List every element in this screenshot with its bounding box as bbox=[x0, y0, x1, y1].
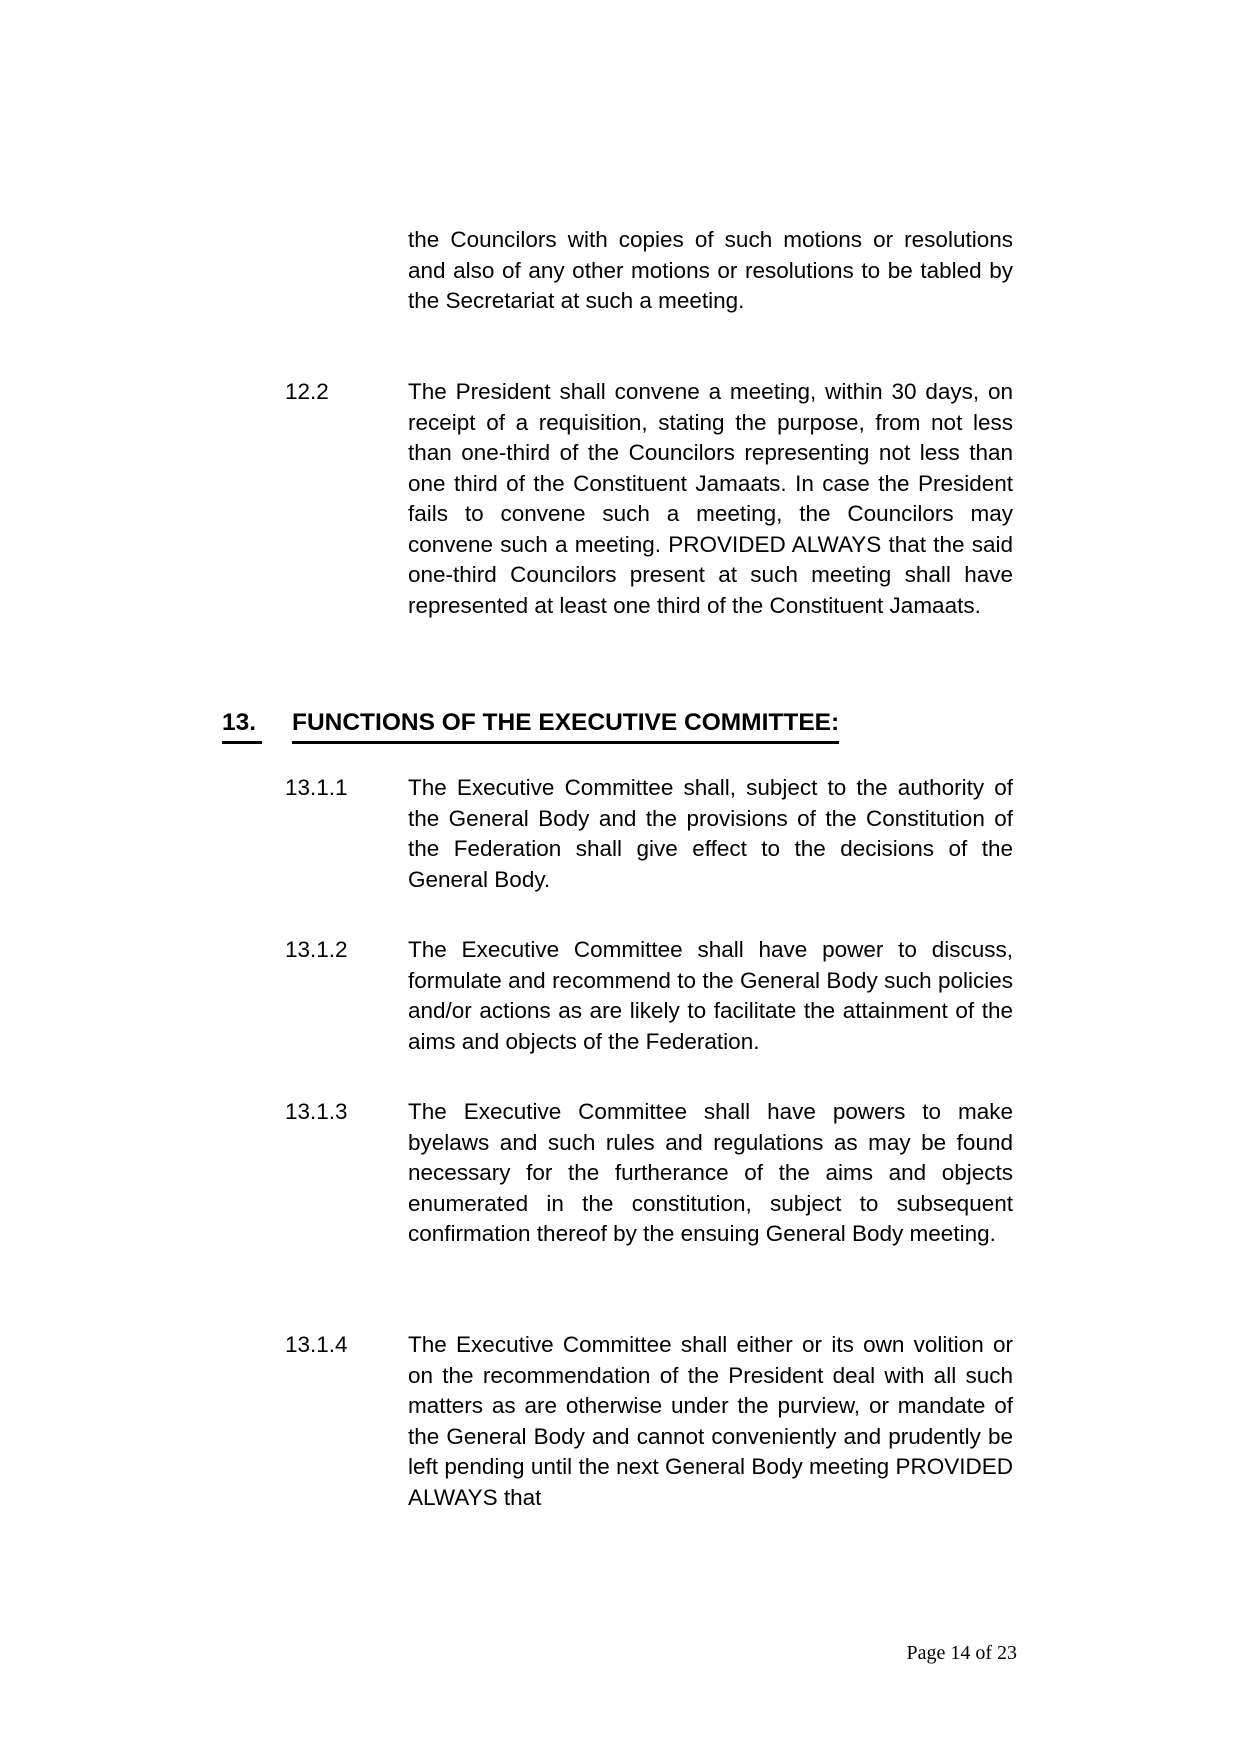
clause-number: 13.1.1 bbox=[285, 775, 348, 800]
clause-13-1-3 bbox=[285, 1097, 1013, 1250]
clause-13-1-1 bbox=[285, 773, 1013, 895]
section-13-heading bbox=[222, 708, 1022, 744]
clause-number: 13.1.4 bbox=[285, 1332, 348, 1357]
clause-text: The Executive Committee shall either or its own volition or on the recommendation of the President deal with all such matters as are otherwise under the purview, or mandate of the General Body and cannot conveniently and prudently be left pending until the next General Body meeting PROVIDED ALWAYS that bbox=[408, 1332, 1013, 1510]
section-number: 13. bbox=[222, 708, 262, 744]
clause-number: 13.1.2 bbox=[285, 937, 348, 962]
clause-13-1-2 bbox=[285, 935, 1013, 1057]
section-title: FUNCTIONS OF THE EXECUTIVE COMMITTEE: bbox=[292, 708, 839, 744]
page-number: Page 14 of 23 bbox=[906, 1642, 1017, 1664]
clause-number: 13.1.3 bbox=[285, 1099, 348, 1124]
clause-12-2 bbox=[285, 377, 1013, 621]
clause-text: The Executive Committee shall, subject to the authority of the General Body and the provisions of the Constitution of the Federation shall give effect to the decisions of the General Body. bbox=[408, 775, 1013, 892]
clause-text: The Executive Committee shall have power to discuss, formulate and recommend to the General Body such policies and/or actions as are likely to facilitate the attainment of the aims and objects of the Federation. bbox=[408, 937, 1013, 1054]
continuation-paragraph: the Councilors with copies of such motions or resolutions and also of any other motions or resolutions to be tabled by the Secretariat at such a meeting. bbox=[408, 227, 1013, 313]
clause-13-1-4 bbox=[285, 1330, 1013, 1513]
clause-number: 12.2 bbox=[285, 379, 329, 404]
clause-text: The Executive Committee shall have powers to make byelaws and such rules and regulations as may be found necessary for the furtherance of the aims and objects enumerated in the constitution, subject to subsequent confirmation thereof by the ensuing General Body meeting. bbox=[408, 1099, 1013, 1246]
clause-text: The President shall convene a meeting, within 30 days, on receipt of a requisition, stating the purpose, from not less than one-third of the Councilors representing not less than one third of the Constituent Jamaats. In case the President fails to convene such a meeting, the Councilors may convene such a meeting. PROVIDED ALWAYS that the said one-third Councilors present at such meeting shall have represented at least one third of the Constituent Jamaats. bbox=[408, 379, 1013, 618]
